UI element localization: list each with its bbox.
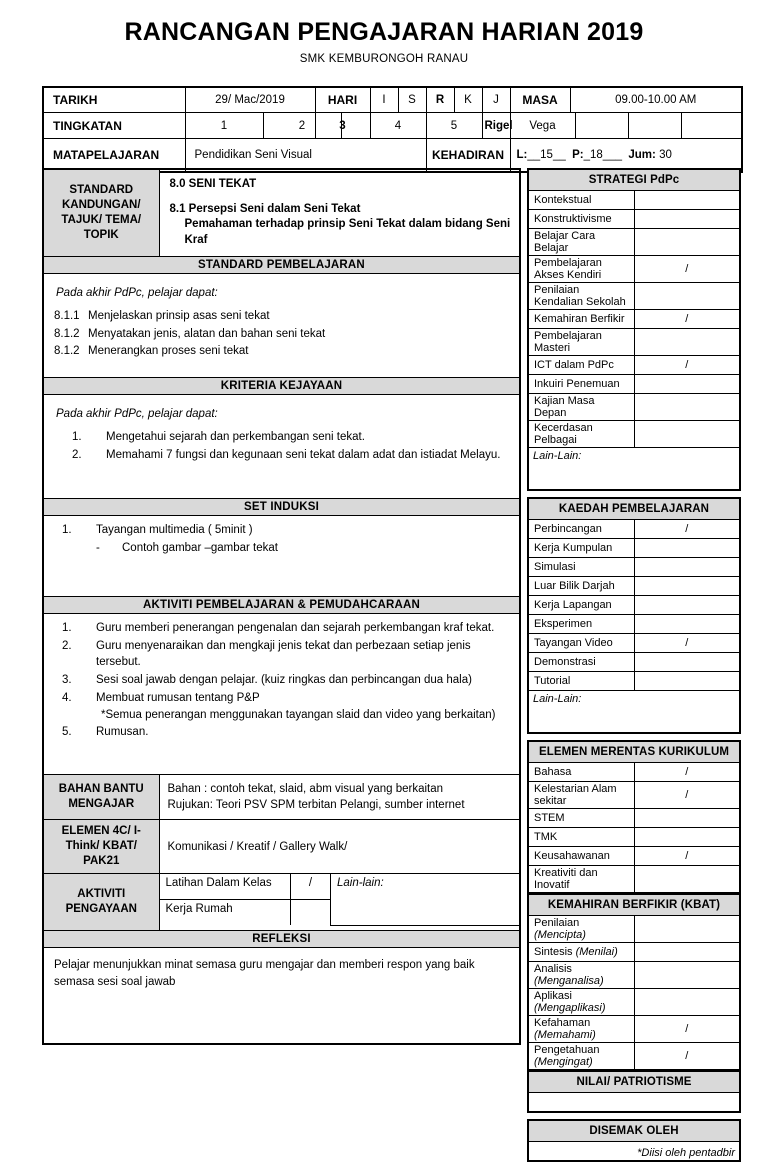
hari-option-s[interactable]: S: [398, 87, 426, 113]
value-elemen-4c[interactable]: Komunikasi / Kreatif / Gallery Walk/: [159, 820, 520, 874]
table-row: [528, 809, 740, 828]
value-bahan-bantu[interactable]: [159, 775, 520, 820]
strategi-mark-0[interactable]: [634, 191, 740, 210]
list-item: [54, 326, 511, 343]
hari-option-i[interactable]: I: [370, 87, 398, 113]
sp-code-0: 8.1.1: [54, 310, 80, 323]
tingkatan-option-5[interactable]: 5: [426, 113, 482, 139]
emk-name-2: STEM: [528, 809, 634, 828]
header-info-wrap: [42, 86, 741, 173]
label-matapelajaran: MATAPELAJARAN: [43, 139, 185, 173]
strategi-name-1: Konstruktivisme: [528, 210, 634, 229]
kaedah-mark-7[interactable]: [634, 653, 740, 672]
label-elemen-4c: ELEMEN 4C/ I-Think/ KBAT/ PAK21: [43, 820, 159, 874]
tingkatan-option-1[interactable]: 1: [186, 113, 264, 138]
ap-text-3: Membuat rumusan tentang P&P: [96, 691, 260, 704]
table-disemak-oleh: [527, 1119, 741, 1162]
table-row: [528, 763, 740, 782]
strategi-mark-7[interactable]: /: [634, 356, 740, 375]
table-row: [528, 782, 740, 809]
kaedah-name-0: Perbincangan: [528, 520, 634, 539]
label-tingkatan: TINGKATAN: [43, 113, 185, 139]
list-item: [54, 343, 511, 360]
kehadiran-jum-label: Jum:: [628, 148, 656, 161]
strategi-mark-5[interactable]: /: [634, 310, 740, 329]
label-masa: MASA: [510, 87, 570, 113]
row-tingkatan: [43, 113, 742, 139]
si-sub-dash: -: [96, 541, 100, 554]
kaedah-mark-5[interactable]: [634, 615, 740, 634]
row-body: [528, 1093, 740, 1113]
heading-nilai: NILAI/ PATRIOTISME: [528, 1072, 740, 1093]
kelas-inner-table: [511, 113, 682, 138]
sp-code-1: 8.1.2: [54, 327, 80, 340]
ap-text-0: Guru memberi penerangan pengenalan dan sejarah perkembangan kraf tekat.: [96, 622, 495, 635]
si-sub-text: Contoh gambar –gambar tekat: [122, 541, 278, 554]
sk-line-1: 8.0 SENI TEKAT: [169, 178, 257, 190]
row-head: [528, 1072, 740, 1093]
pengayaan-name-1: Kerja Rumah: [160, 900, 291, 926]
list-item: [62, 724, 511, 741]
table-row: [528, 943, 740, 962]
kbat-alt-4: (Memahami): [534, 1029, 596, 1041]
row-head: [528, 1120, 740, 1142]
left-main-table: [42, 168, 521, 1045]
ap-text-1: Guru menyenaraikan dan mengkaji jenis tekat dan perbezaan setiap jenis tersebut.: [96, 639, 471, 669]
kk-text-0: Mengetahui sejarah dan perkembangan seni tekat.: [106, 431, 365, 444]
kaedah-name-8: Tutorial: [528, 672, 634, 691]
heading-standard-pembelajaran: STANDARD PEMBELAJARAN: [43, 257, 520, 274]
body-wrap: [42, 168, 741, 1162]
row-body: [528, 1142, 740, 1162]
kehadiran-p-value[interactable]: _18___: [583, 148, 622, 161]
kbat-name-2: Analisis: [534, 963, 572, 975]
label-bahan-bantu: BAHAN BANTU MENGAJAR: [43, 775, 159, 820]
list-item: [62, 620, 511, 637]
kehadiran-l-value[interactable]: __15__: [527, 148, 566, 161]
content-standard-pembelajaran[interactable]: [43, 274, 520, 378]
heading-set-induksi: SET INDUKSI: [43, 499, 520, 516]
label-tarikh: TARIKH: [43, 87, 185, 113]
value-matapelajaran[interactable]: Pendidikan Seni Visual: [185, 139, 426, 173]
row-matapelajaran: [43, 139, 742, 173]
list-item: [62, 638, 511, 671]
table-row: [160, 874, 520, 900]
value-nilai[interactable]: [528, 1093, 740, 1113]
kaedah-lain-lain[interactable]: Lain-Lain:: [528, 691, 740, 734]
aktiviti-pengayaan-cell: [159, 874, 520, 931]
sp-text-0: Menjelaskan prinsip asas seni tekat: [88, 310, 270, 323]
kbat-name-4: Kefahaman: [534, 1017, 591, 1029]
table-row: [528, 229, 740, 256]
table-elemen-merentas: [527, 740, 741, 894]
content-refleksi[interactable]: Pelajar menunjukkan minat semasa guru mengajar dan memberi respon yang baik semasa sesi soal jawab: [43, 948, 520, 1045]
table-row: [528, 191, 740, 210]
kehadiran-p-label: P:: [572, 148, 584, 161]
kbat-row-0: [528, 916, 634, 943]
table-row: [528, 847, 740, 866]
table-kbat: [527, 894, 741, 1071]
kk-list: [72, 429, 511, 463]
label-aktiviti-pengayaan: AKTIVITI PENGAYAAN: [43, 874, 159, 931]
heading-elemen-merentas: ELEMEN MERENTAS KURIKULUM: [528, 741, 740, 763]
tingkatan-options-cell: [185, 113, 315, 139]
sk-line-2: 8.1 Persepsi Seni dalam Seni Tekat: [169, 202, 361, 215]
strategi-name-4: Penilaian Kendalian Sekolah: [528, 283, 634, 310]
kelas-rest-cell: [510, 113, 570, 139]
emk-mark-0[interactable]: /: [634, 763, 740, 782]
strategi-mark-10[interactable]: [634, 421, 740, 448]
ap-code-2: 3.: [62, 674, 72, 687]
ap-list: [62, 620, 511, 706]
table-row: [528, 375, 740, 394]
pengayaan-mark-1[interactable]: [291, 900, 331, 926]
kbat-row-3: [528, 989, 634, 1016]
table-row: [528, 256, 740, 283]
kbat-alt-2: (Menganalisa): [534, 975, 604, 987]
kaedah-name-7: Demonstrasi: [528, 653, 634, 672]
kaedah-mark-1[interactable]: [634, 539, 740, 558]
list-item: [72, 429, 511, 446]
table-row: [528, 421, 740, 448]
table-row: [528, 1043, 740, 1071]
table-row: [528, 866, 740, 894]
ap-note: *Semua penerangan menggunakan tayangan slaid dan video yang berkaitan): [101, 709, 496, 722]
kelas-option-vega[interactable]: Vega: [511, 113, 576, 138]
content-set-induksi[interactable]: [43, 516, 520, 597]
sp-text-1: Menyatakan jenis, alatan dan bahan seni tekat: [88, 327, 326, 340]
kaedah-name-1: Kerja Kumpulan: [528, 539, 634, 558]
sk-gap: [170, 193, 514, 202]
list-item: [62, 690, 511, 707]
strategi-mark-6[interactable]: [634, 329, 740, 356]
row-kriteria-body: [43, 395, 520, 499]
bbm-line-1: Bahan : contoh tekat, slaid, abm visual yang berkaitan: [167, 783, 444, 796]
kbat-alt-1: (Menilai): [575, 946, 618, 958]
emk-mark-4[interactable]: /: [634, 847, 740, 866]
kbat-row-4: [528, 1016, 634, 1043]
row-refleksi-head: [43, 931, 520, 948]
content-kriteria-kejayaan[interactable]: [43, 395, 520, 499]
si-text-0: Tayangan multimedia ( 5minit ): [96, 524, 253, 537]
table-row: [528, 394, 740, 421]
strategi-mark-9[interactable]: [634, 394, 740, 421]
tingkatan-blank-2[interactable]: [628, 113, 681, 138]
kbat-row-1: [528, 943, 634, 962]
table-row: [528, 1016, 740, 1043]
row-aktiviti-body: [43, 614, 520, 775]
hari-option-j[interactable]: J: [482, 87, 510, 113]
table-row: [528, 615, 740, 634]
strategi-name-3: Pembelajaran Akses Kendiri: [528, 256, 634, 283]
ap-list-last: [62, 724, 511, 741]
kk-code-1: 2.: [72, 448, 82, 461]
kaedah-name-5: Eksperimen: [528, 615, 634, 634]
row-aktiviti-pengayaan: [43, 874, 520, 931]
table-row: [528, 310, 740, 329]
strategi-lain-lain[interactable]: Lain-Lain:: [528, 448, 740, 491]
strategi-mark-4[interactable]: [634, 283, 740, 310]
table-strategi-pdpc: [527, 168, 741, 491]
kaedah-name-4: Kerja Lapangan: [528, 596, 634, 615]
table-row: [528, 329, 740, 356]
columns-container: [42, 168, 741, 1162]
label-kehadiran: KEHADIRAN: [426, 139, 510, 173]
table-row: [528, 283, 740, 310]
value-standard-kandungan[interactable]: [159, 169, 520, 257]
row-set-induksi-body: [43, 516, 520, 597]
kbat-alt-0: (Mencipta): [534, 929, 586, 941]
emk-name-3: TMK: [528, 828, 634, 847]
pengayaan-mark-0[interactable]: /: [291, 874, 331, 900]
heading-kbat: KEMAHIRAN BERFIKIR (KBAT): [528, 895, 740, 916]
strategi-name-8: Inkuiri Penemuan: [528, 375, 634, 394]
strategi-mark-3[interactable]: /: [634, 256, 740, 283]
tingkatan-blank-1[interactable]: [575, 113, 628, 138]
heading-aktiviti: AKTIVITI PEMBELAJARAN & PEMUDAHCARAAN: [43, 597, 520, 614]
strategi-name-9: Kajian Masa Depan: [528, 394, 634, 421]
strategi-name-5: Kemahiran Berfikir: [528, 310, 634, 329]
heading-refleksi: REFLEKSI: [43, 931, 520, 948]
row-kriteria-head: [43, 378, 520, 395]
strategi-mark-1[interactable]: [634, 210, 740, 229]
si-code-0: 1.: [62, 524, 72, 537]
row-head: [528, 498, 740, 520]
heading-kriteria-kejayaan: KRITERIA KEJAYAAN: [43, 378, 520, 395]
table-row: [528, 634, 740, 653]
kbat-mark-2[interactable]: [634, 962, 740, 989]
bbm-line-2: Rujukan: Teori PSV SPM terbitan Pelangi, sumber internet: [167, 799, 465, 812]
kehadiran-l-label: L:: [516, 148, 528, 161]
row-head: [528, 169, 740, 191]
kaedah-mark-8[interactable]: [634, 672, 740, 691]
value-kehadiran[interactable]: [510, 139, 742, 173]
table-row: [528, 962, 740, 989]
right-column: [527, 168, 741, 1162]
table-kaedah-pembelajaran: [527, 497, 741, 734]
sp-code-2: 8.1.2: [54, 345, 80, 358]
kbat-alt-3: (Mengaplikasi): [534, 1002, 606, 1014]
row-set-induksi-head: [43, 499, 520, 516]
kbat-name-0: Penilaian: [534, 917, 580, 929]
kaedah-mark-2[interactable]: [634, 558, 740, 577]
kk-text-1: Memahami 7 fungsi dan kegunaan seni tekat dalam adat dan istiadat Melayu.: [106, 448, 501, 461]
kk-code-0: 1.: [72, 431, 82, 444]
table-row: [528, 672, 740, 691]
kehadiran-jum-value[interactable]: 30: [659, 148, 672, 161]
kbat-mark-1[interactable]: [634, 943, 740, 962]
table-row: [528, 210, 740, 229]
strategi-name-6: Pembelajaran Masteri: [528, 329, 634, 356]
pengayaan-inner-table: [160, 874, 520, 926]
list-item: [54, 308, 511, 325]
ap-code-3: 4.: [62, 691, 72, 704]
kbat-mark-3[interactable]: [634, 989, 740, 1016]
list-item: [62, 672, 511, 689]
hari-option-r-selected[interactable]: R: [426, 87, 454, 113]
kaedah-mark-6[interactable]: /: [634, 634, 740, 653]
table-row: [528, 356, 740, 375]
kaedah-name-3: Luar Bilik Darjah: [528, 577, 634, 596]
kaedah-mark-3[interactable]: [634, 577, 740, 596]
emk-mark-3[interactable]: [634, 828, 740, 847]
kaedah-mark-4[interactable]: [634, 596, 740, 615]
table-row: [528, 653, 740, 672]
row-lain-lain: [528, 448, 740, 491]
table-row: [528, 596, 740, 615]
table-row: [528, 989, 740, 1016]
header-info-table: [42, 86, 743, 173]
title-block: [0, 0, 768, 65]
content-aktiviti[interactable]: [43, 614, 520, 775]
kaedah-mark-0[interactable]: /: [634, 520, 740, 539]
ap-text-2: Sesi soal jawab dengan pelajar. (kuiz ringkas dan perbincangan dua hala): [96, 674, 472, 687]
ap-code-4: 5.: [62, 726, 72, 739]
strategi-mark-8[interactable]: [634, 375, 740, 394]
tingkatan-option-2[interactable]: 2: [263, 113, 341, 138]
value-tarikh[interactable]: 29/ Mac/2019: [185, 87, 315, 113]
label-hari: HARI: [315, 87, 370, 113]
row-head: [528, 741, 740, 763]
emk-name-5: Kreativiti dan Inovatif: [528, 866, 634, 894]
row-bahan-bantu: [43, 775, 520, 820]
value-masa[interactable]: 09.00-10.00 AM: [570, 87, 742, 113]
row-tarikh: [43, 87, 742, 113]
row-aktiviti-head: [43, 597, 520, 614]
table-row: [528, 916, 740, 943]
table-row: [528, 539, 740, 558]
row-elemen-4c: [43, 820, 520, 874]
kaedah-name-6: Tayangan Video: [528, 634, 634, 653]
kk-intro: Pada akhir PdPc, pelajar dapat:: [56, 408, 218, 421]
emk-name-0: Bahasa: [528, 763, 634, 782]
table-nilai-patriotisme: [527, 1071, 741, 1113]
row-refleksi-body: [43, 948, 520, 1045]
table-row: [528, 828, 740, 847]
pengayaan-name-0: Latihan Dalam Kelas: [160, 874, 291, 900]
heading-strategi: STRATEGI PdPc: [528, 169, 740, 191]
list-item: [72, 447, 511, 464]
row-standard-kandungan: [43, 169, 520, 257]
sp-text-2: Menerangkan proses seni tekat: [88, 345, 249, 358]
sp-intro: Pada akhir PdPc, pelajar dapat:: [56, 287, 218, 300]
kbat-row-5: [528, 1043, 634, 1071]
school-name: SMK KEMBURONGOH RANAU: [299, 52, 469, 65]
strategi-name-10: Kecerdasan Pelbagai: [528, 421, 634, 448]
kbat-mark-4[interactable]: /: [634, 1016, 740, 1043]
label-standard-kandungan: STANDARD KANDUNGAN/ TAJUK/ TEMA/ TOPIK: [43, 169, 159, 257]
kelas-option-rigel-selected[interactable]: Rigel: [482, 113, 510, 139]
emk-mark-2[interactable]: [634, 809, 740, 828]
sk-line-3: Pemahaman terhadap prinsip Seni Tekat dalam bidang Seni Kraf: [184, 218, 511, 246]
kbat-alt-5: (Mengingat): [534, 1056, 593, 1068]
kbat-name-5: Pengetahuan: [534, 1044, 600, 1056]
row-head: [528, 895, 740, 916]
ap-code-0: 1.: [62, 622, 72, 635]
strategi-name-7: ICT dalam PdPc: [528, 356, 634, 375]
ap-code-1: 2.: [62, 639, 72, 652]
emk-mark-5[interactable]: [634, 866, 740, 894]
si-sub-item: [96, 540, 511, 557]
strategi-name-0: Kontekstual: [528, 191, 634, 210]
kbat-row-2: [528, 962, 634, 989]
kbat-name-1: Sintesis: [534, 946, 576, 958]
row-standard-pembelajaran-head: [43, 257, 520, 274]
kaedah-name-2: Simulasi: [528, 558, 634, 577]
hari-option-k[interactable]: K: [454, 87, 482, 113]
emk-name-4: Keusahawanan: [528, 847, 634, 866]
page-title: RANCANGAN PENGAJARAN HARIAN 2019: [124, 18, 644, 46]
emk-name-1: Kelestarian Alam sekitar: [528, 782, 634, 809]
emk-mark-1[interactable]: /: [634, 782, 740, 809]
kbat-name-3: Aplikasi: [534, 990, 572, 1002]
si-list: [62, 522, 511, 539]
table-row: [528, 558, 740, 577]
ap-text-4: Rumusan.: [96, 726, 149, 739]
sp-list: [54, 308, 511, 360]
heading-kaedah: KAEDAH PEMBELAJARAN: [528, 498, 740, 520]
row-lain-lain: [528, 691, 740, 734]
list-item: [62, 522, 511, 539]
table-row: [528, 520, 740, 539]
row-standard-pembelajaran-body: [43, 274, 520, 378]
pengayaan-lain-lain[interactable]: Lain-lain:: [331, 874, 520, 925]
kbat-mark-5[interactable]: /: [634, 1043, 740, 1071]
heading-disemak: DISEMAK OLEH: [528, 1120, 740, 1142]
strategi-name-2: Belajar Cara Belajar: [528, 229, 634, 256]
table-row: [528, 577, 740, 596]
kbat-mark-0[interactable]: [634, 916, 740, 943]
disemak-note[interactable]: *Diisi oleh pentadbir: [528, 1142, 740, 1162]
tingkatan-option-3-selected[interactable]: 3: [315, 113, 370, 139]
left-column: [42, 168, 521, 1045]
strategi-mark-2[interactable]: [634, 229, 740, 256]
tingkatan-option-4[interactable]: 4: [370, 113, 426, 139]
